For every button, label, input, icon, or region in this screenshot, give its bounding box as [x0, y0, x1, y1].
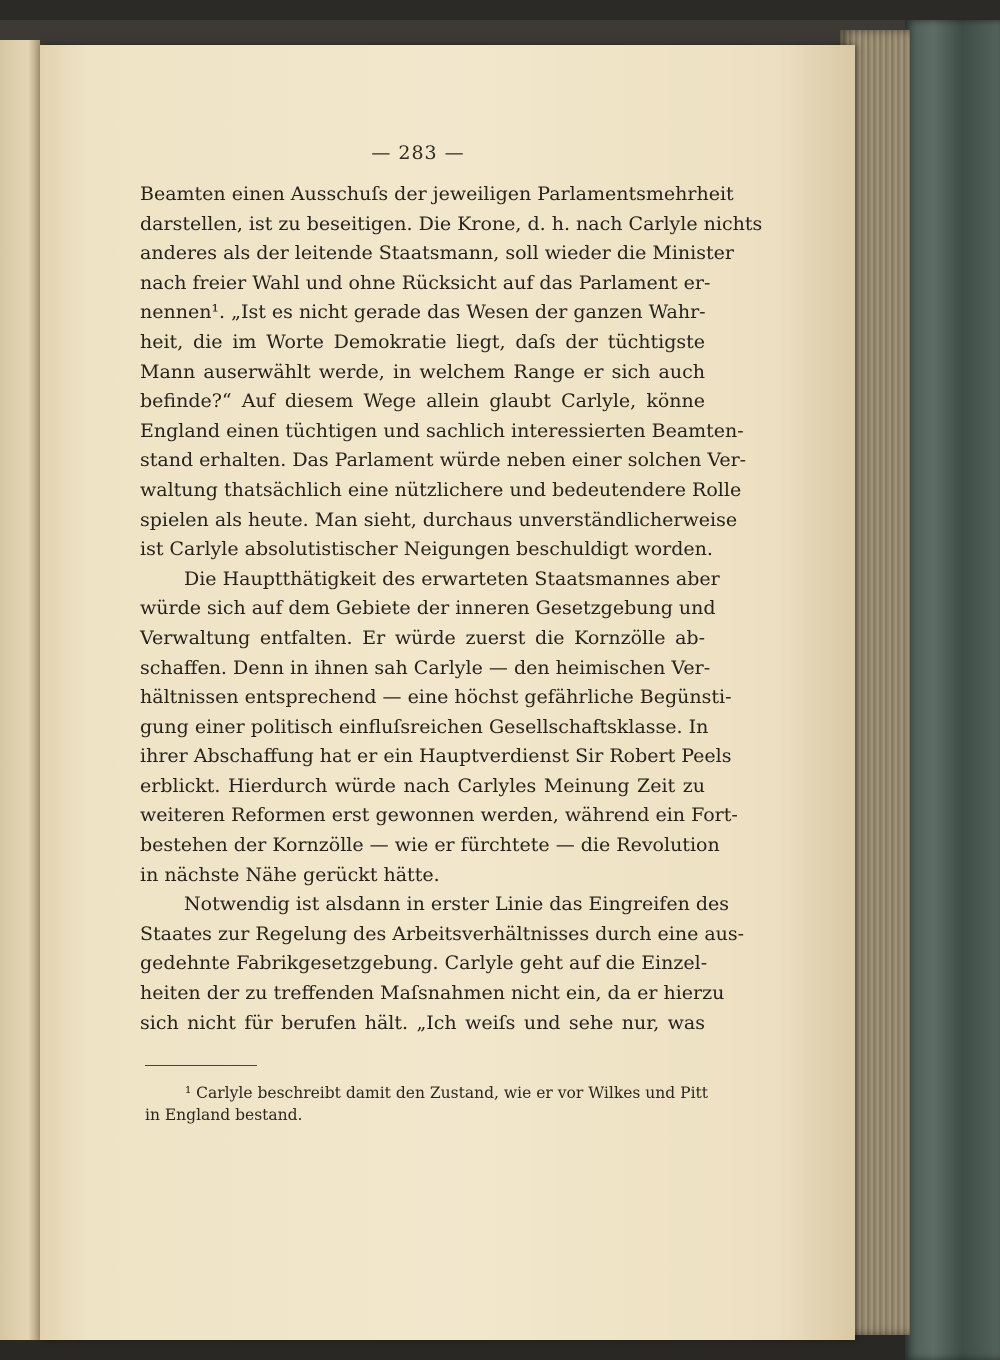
text-line: gung einer politisch einfluſsreichen Gesellschaftsklasse. In	[140, 715, 709, 738]
text-line: heit, die im Worte Demokratie liegt, daſs der tüchtigste	[140, 330, 705, 353]
text-line: befinde?“ Auf diesem Wege allein glaubt Carlyle, könne	[140, 390, 705, 413]
footnote-divider	[145, 1065, 257, 1066]
text-line: anderes als der leitende Staatsmann, soll wieder die Minister	[140, 242, 734, 265]
text-line: Beamten einen Ausschuſs der jeweiligen Parlamentsmehrheit	[140, 183, 734, 205]
text-line: würde sich auf dem Gebiete der inneren Gesetzgebung und	[140, 597, 716, 620]
text-line: gedehnte Fabrikgesetzgebung. Carlyle geht auf die Einzel-	[140, 952, 708, 975]
text-line: Mann auserwählt werde, in welchem Range er sich auch	[140, 360, 705, 383]
text-line: sich nicht für berufen hält. „Ich weiſs und sehe nur, was	[140, 1011, 705, 1034]
text-line: spielen als heute. Man sieht, durchaus unverständlicherweise	[140, 508, 738, 531]
text-line: waltung thatsächlich eine nützlichere und bedeutendere Rolle	[140, 478, 742, 501]
text-line: ihrer Abschaffung hat er ein Hauptverdienst Sir Robert Peels	[140, 745, 732, 768]
text-line: stand erhalten. Das Parlament würde neben einer solchen Ver-	[140, 449, 747, 472]
footnote-line: ¹ Carlyle beschreibt damit den Zustand, wie er vor Wilkes und Pitt	[185, 1084, 708, 1102]
text-line: bestehen der Kornzölle — wie er fürchtete — die Revolution	[140, 834, 720, 857]
text-line: Notwendig ist alsdann in erster Linie das Eingreifen des	[184, 893, 730, 916]
text-line: heiten der zu treffenden Maſsnahmen nicht ein, da er hierzu	[140, 982, 725, 1005]
text-line: erblickt. Hierdurch würde nach Carlyles Meinung Zeit zu	[140, 774, 705, 797]
text-line: ist Carlyle absolutistischer Neigungen beschuldigt worden.	[140, 538, 713, 561]
text-line: darstellen, ist zu beseitigen. Die Krone, d. h. nach Carlyle nichts	[140, 212, 763, 235]
text-line: schaffen. Denn in ihnen sah Carlyle — den heimischen Ver-	[140, 656, 711, 679]
text-line: hältnissen entsprechend — eine höchst gefährliche Begünsti-	[140, 686, 732, 709]
text-line: England einen tüchtigen und sachlich interessierten Beamten-	[140, 419, 744, 442]
text-line: nach freier Wahl und ohne Rücksicht auf das Parlament er-	[140, 271, 711, 294]
text-line: Verwaltung entfalten. Er würde zuerst die Kornzölle ab-	[140, 626, 705, 649]
marbled-cover-edge	[905, 20, 1000, 1360]
body-text	[140, 180, 763, 1038]
text-line: weiteren Reformen erst gewonnen werden, während ein Fort-	[140, 804, 738, 827]
footnotes	[145, 1082, 708, 1126]
text-line: Die Hauptthätigkeit des erwarteten Staatsmannes aber	[184, 567, 720, 590]
facing-page-edge	[0, 40, 40, 1340]
footnote-line: in England bestand.	[145, 1106, 303, 1124]
text-line: nennen¹. „Ist es nicht gerade das Wesen der ganzen Wahr-	[140, 301, 706, 324]
page-number: — 283 —	[371, 142, 465, 164]
text-line: in nächste Nähe gerückt hätte.	[140, 863, 440, 886]
text-line: Staates zur Regelung des Arbeitsverhältnisses durch eine aus-	[140, 922, 745, 945]
